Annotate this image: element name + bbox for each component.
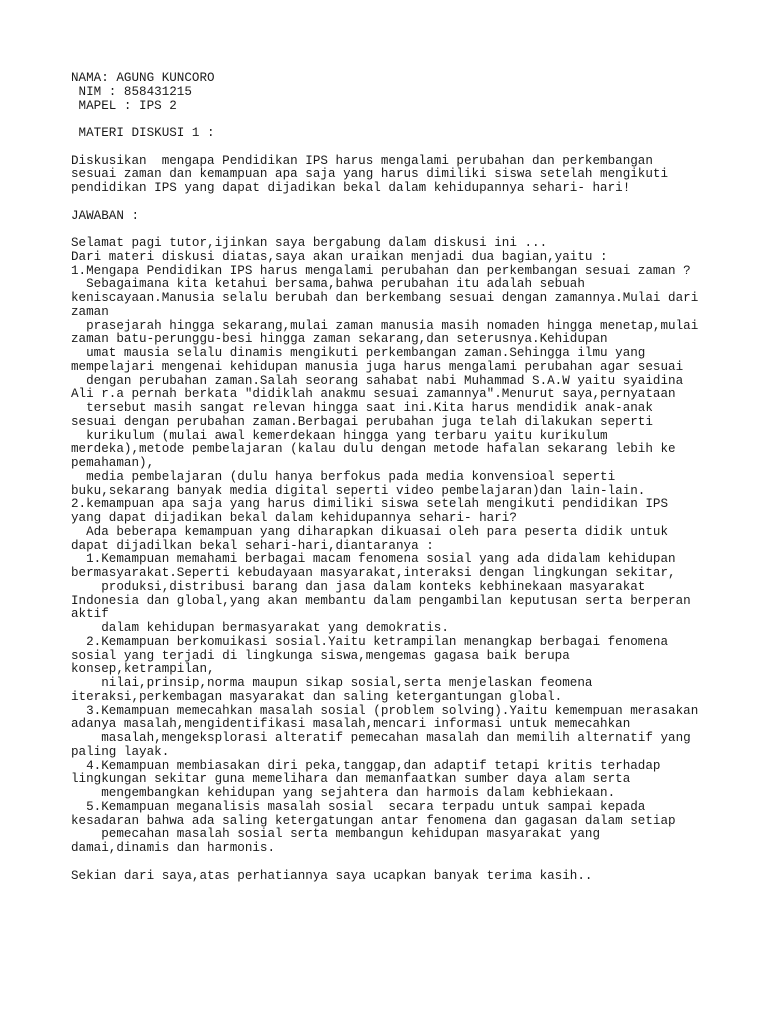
document-body bbox=[71, 72, 731, 883]
document-line: Diskusikan mengapa Pendidikan IPS harus mengalami perubahan dan perkembangan bbox=[71, 153, 653, 168]
document-line: pemahaman), bbox=[71, 456, 155, 470]
document-line: sesuai zaman dan kemampuan apa saja yang harus dimiliki siswa setelah mengikuti bbox=[71, 167, 669, 182]
document-line: dalam kehidupan bermasyarakat yang demokratis. bbox=[71, 621, 449, 635]
document-line: 4.Kemampuan membiasakan diri peka,tanggap,dan adaptif tetapi kritis terhadap bbox=[71, 758, 661, 773]
document-line: kesadaran bahwa ada saling ketergatungan antar fenomena dan gagasan dalam setiap bbox=[71, 813, 676, 828]
document-line: pemecahan masalah sosial serta membangun kehidupan masyarakat yang bbox=[71, 827, 601, 842]
document-line: Dari materi diskusi diatas,saya akan uraikan menjadi dua bagian,yaitu : bbox=[71, 249, 608, 264]
document-line: mengembangkan kehidupan yang sejahtera dan harmois dalam kebhiekaan. bbox=[71, 786, 616, 800]
document-line: mempelajari mengenai kehidupan manusia juga harus mengalami perubahan agar sesuai bbox=[71, 359, 684, 374]
document-line: NIM : 858431215 bbox=[71, 84, 192, 99]
document-line: 5.Kemampuan meganalisis masalah sosial secara terpadu untuk sampai kepada bbox=[71, 799, 646, 814]
document-line: 2.kemampuan apa saja yang harus dimiliki siswa setelah mengikuti pendidikan IPS bbox=[71, 497, 669, 512]
document-line: Sebagaimana kita ketahui bersama,bahwa perubahan itu adalah sebuah bbox=[71, 277, 585, 292]
document-line: produksi,distribusi barang dan jasa dalam konteks kebhinekaan masyarakat bbox=[71, 579, 646, 594]
document-line: pendidikan IPS yang dapat dijadikan bekal dalam kehidupannya sehari- hari! bbox=[71, 181, 631, 195]
document-line: buku,sekarang banyak media digital seperti video pembelajaran)dan lain-lain. bbox=[71, 483, 646, 498]
document-line: 1.Mengapa Pendidikan IPS harus mengalami perubahan dan perkembangan sesuai zaman ? bbox=[71, 263, 691, 278]
document-line: Ada beberapa kemampuan yang diharapkan dikuasai oleh para peserta didik untuk bbox=[71, 524, 669, 539]
document-line: lingkungan sekitar guna memelihara dan memanfaatkan sumber daya alam serta bbox=[71, 772, 631, 787]
document-line: kurikulum (mulai awal kemerdekaan hingga yang terbaru yaitu kurikulum bbox=[71, 428, 608, 443]
document-line: Indonesia dan global,yang akan membantu dalam pengambilan keputusan serta berperan bbox=[71, 593, 691, 608]
document-line: Selamat pagi tutor,ijinkan saya bergabung dalam diskusi ini ... bbox=[71, 236, 548, 250]
document-line: nilai,prinsip,norma maupun sikap sosial,serta menjelaskan feomena bbox=[71, 676, 593, 690]
document-line bbox=[71, 196, 731, 210]
document-line: 2.Kemampuan berkomuikasi sosial.Yaitu ketrampilan menangkap berbagai fenomena bbox=[71, 634, 669, 649]
document-line: prasejarah hingga sekarang,mulai zaman manusia masih nomaden hingga menetap,mulai bbox=[71, 318, 699, 333]
document-line: dengan perubahan zaman.Salah seorang sahabat nabi Muhammad S.A.W yaitu syaidina bbox=[71, 373, 684, 388]
document-line bbox=[71, 223, 731, 237]
document-line: bermasyarakat.Seperti kebudayaan masyarakat,interaksi dengan lingkungan sekitar, bbox=[71, 566, 676, 580]
document-line bbox=[71, 113, 731, 127]
document-line: JAWABAN : bbox=[71, 208, 140, 223]
document-line: adanya masalah,mengidentifikasi masalah,mencari informasi untuk memecahkan bbox=[71, 717, 631, 732]
document-line: Sekian dari saya,atas perhatiannya saya ucapkan banyak terima kasih.. bbox=[71, 868, 593, 883]
document-line: NAMA: AGUNG KUNCORO bbox=[71, 71, 215, 85]
document-line: iteraksi,perkembagan masyarakat dan saling ketergantungan global. bbox=[71, 689, 563, 704]
document-line: yang dapat dijadikan bekal dalam kehidupannya sehari- hari? bbox=[71, 511, 517, 525]
document-line: 3.Kemampuan memecahkan masalah sosial (problem solving).Yaitu kemempuan merasakan bbox=[71, 703, 699, 718]
document-line: damai,dinamis dan harmonis. bbox=[71, 841, 276, 855]
document-line: merdeka),metode pembelajaran (kalau dulu dengan metode hafalan sekarang lebih ke bbox=[71, 442, 676, 457]
document-line: sosial yang terjadi di lingkunga siswa,mengemas gagasa baik berupa bbox=[71, 648, 570, 663]
document-line: Ali r.a pernah berkata "didiklah anakmu sesuai zamannya".Menurut saya,pernyataan bbox=[71, 387, 676, 402]
document-line: masalah,mengeksplorasi alteratif pemecahan masalah dan memilih alternatif yang bbox=[71, 731, 691, 745]
document-line: keniscayaan.Manusia selalu berubah dan berkembang sesuai dengan zamannya.Mulai dari bbox=[71, 291, 699, 305]
document-line: MATERI DISKUSI 1 : bbox=[71, 126, 215, 140]
document-line: paling layak. bbox=[71, 744, 170, 759]
document-line: media pembelajaran (dulu hanya berfokus pada media konvensioal seperti bbox=[71, 469, 616, 484]
document-line: zaman bbox=[71, 304, 109, 319]
document-line: MAPEL : IPS 2 bbox=[71, 98, 177, 113]
document-line: 1.Kemampuan memahami berbagai macam fenomena sosial yang ada didalam kehidupan bbox=[71, 552, 676, 567]
document-line: sesuai dengan perubahan zaman.Berbagai perubahan juga telah dilakukan seperti bbox=[71, 414, 653, 429]
document-line: umat mausia selalu dinamis mengikuti perkembangan zaman.Sehingga ilmu yang bbox=[71, 346, 646, 360]
document-line: dapat dijadilkan bekal sehari-hari,diantaranya : bbox=[71, 538, 434, 553]
document-line bbox=[71, 141, 731, 155]
document-line: aktif bbox=[71, 607, 109, 622]
document-line: tersebut masih sangat relevan hingga saat ini.Kita harus mendidik anak-anak bbox=[71, 401, 653, 415]
document-line: zaman batu-perunggu-besi hingga zaman sekarang,dan seterusnya.Kehidupan bbox=[71, 332, 608, 347]
document-line bbox=[71, 856, 731, 870]
document-line: konsep,ketrampilan, bbox=[71, 662, 215, 677]
